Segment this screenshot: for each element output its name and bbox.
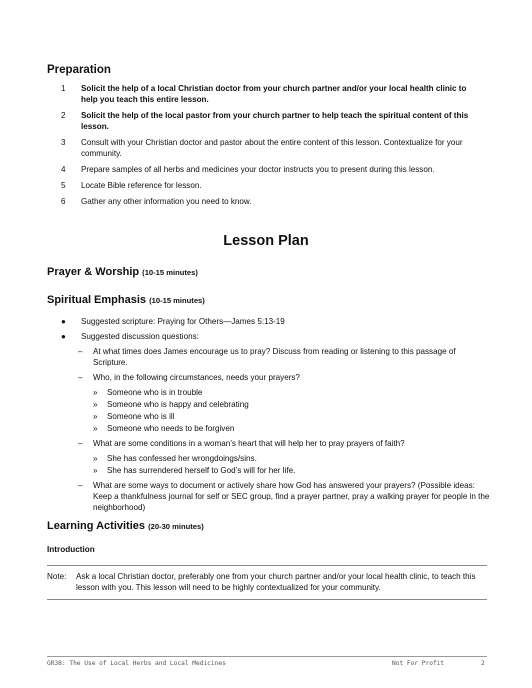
list-item xyxy=(61,316,491,327)
item-text: Consult with your Christian doctor and pastor about the entire content of this lesson. Contextualize for your community. xyxy=(81,138,463,158)
footer-doc-title: GR38: The Use of Local Herbs and Local Medicines xyxy=(47,660,226,667)
preparation-heading: Preparation xyxy=(47,64,111,76)
item-number: 1 xyxy=(61,84,66,93)
sub-item xyxy=(93,387,491,398)
bullet-icon: ● xyxy=(61,332,66,341)
dash-icon: – xyxy=(78,439,83,448)
note-text: Ask a local Christian doctor, preferably one from your church partner and/or your local health clinic, to teach this lesson with you. This lesson will need to be highly contextualized for your community. xyxy=(76,572,476,592)
sub-item xyxy=(93,411,491,422)
sub-item xyxy=(93,465,491,476)
list-item xyxy=(61,137,481,159)
item-text: Solicit the help of the local pastor from your church partner to help teach the spiritual content of this lesson. xyxy=(81,111,469,131)
question-item xyxy=(78,372,491,383)
chevron-right-icon: » xyxy=(93,466,98,475)
section-duration: (20-30 minutes) xyxy=(148,522,204,531)
sub-item-text: Someone who is ill xyxy=(107,412,175,421)
chevron-right-icon: » xyxy=(93,400,98,409)
dash-icon: – xyxy=(78,481,83,490)
note-top-rule xyxy=(47,565,487,566)
spiritual-emphasis-heading xyxy=(47,294,205,306)
item-text: Prepare samples of all herbs and medicines your doctor instructs you to present during this lesson. xyxy=(81,165,435,174)
question-text: What are some ways to document or actively share how God has answered your prayers? (Possible ideas: Keep a thankfulness journal for self or SEC group, find a prayer partner, pray a walking prayer for people in the neighborhood) xyxy=(93,481,490,512)
question-text: Who, in the following circumstances, needs your prayers? xyxy=(93,373,300,382)
question-text: At what times does James encourage us to pray? Discuss from reading or listening to this passage of Scripture. xyxy=(93,347,456,367)
section-duration: (10-15 minutes) xyxy=(149,296,205,305)
sub-item-text: She has confessed her wrongdoings/sins. xyxy=(107,454,257,463)
sub-item xyxy=(93,399,491,410)
sub-item-text: Someone who is in trouble xyxy=(107,388,203,397)
item-number: 6 xyxy=(61,197,66,206)
footer-not-for-profit: Not For Profit xyxy=(392,660,445,667)
footer-rule xyxy=(47,656,487,657)
list-item xyxy=(61,83,481,105)
chevron-right-icon: » xyxy=(93,412,98,421)
section-title: Learning Activities xyxy=(47,520,146,532)
sub-item-text: Someone who is happy and celebrating xyxy=(107,400,249,409)
section-title: Spiritual Emphasis xyxy=(47,294,147,306)
list-item xyxy=(61,180,481,191)
learning-activities-heading xyxy=(47,520,204,532)
note-box xyxy=(47,571,487,593)
note-bottom-rule xyxy=(47,599,487,600)
list-item xyxy=(61,196,481,207)
item-text: Suggested scripture: Praying for Others—James 5:13-19 xyxy=(81,317,285,326)
introduction-heading: Introduction xyxy=(47,545,95,554)
item-number: 4 xyxy=(61,165,66,174)
preparation-list xyxy=(61,83,481,212)
item-text: Gather any other information you need to know. xyxy=(81,197,252,206)
item-number: 3 xyxy=(61,138,66,147)
dash-icon: – xyxy=(78,347,83,356)
section-title: Prayer & Worship xyxy=(47,266,140,278)
sub-item xyxy=(93,423,491,434)
sub-item xyxy=(93,453,491,464)
item-number: 5 xyxy=(61,181,66,190)
lesson-plan-title: Lesson Plan xyxy=(223,233,309,249)
question-text: What are some conditions in a woman’s heart that will help her to pray prayers of faith? xyxy=(93,439,405,448)
sub-item-text: She has surrendered herself to God’s will for her life. xyxy=(107,466,296,475)
prayer-worship-heading xyxy=(47,266,198,278)
item-number: 2 xyxy=(61,111,66,120)
chevron-right-icon: » xyxy=(93,388,98,397)
list-item xyxy=(61,331,491,342)
item-text: Locate Bible reference for lesson. xyxy=(81,181,202,190)
question-item xyxy=(78,438,491,449)
spiritual-emphasis-list xyxy=(61,316,491,517)
question-item xyxy=(78,346,491,368)
dash-icon: – xyxy=(78,373,83,382)
list-item xyxy=(61,164,481,175)
item-text: Suggested discussion questions: xyxy=(81,332,199,341)
chevron-right-icon: » xyxy=(93,424,98,433)
section-duration: (10-15 minutes) xyxy=(142,268,198,277)
note-label: Note: xyxy=(47,572,67,581)
chevron-right-icon: » xyxy=(93,454,98,463)
sub-item-text: Someone who needs to be forgiven xyxy=(107,424,235,433)
bullet-icon: ● xyxy=(61,317,66,326)
list-item xyxy=(61,110,481,132)
question-item xyxy=(78,480,491,513)
page-number: 2 xyxy=(481,660,485,667)
item-text: Solicit the help of a local Christian doctor from your church partner and/or your local health clinic to help you teach this entire lesson. xyxy=(81,84,467,104)
